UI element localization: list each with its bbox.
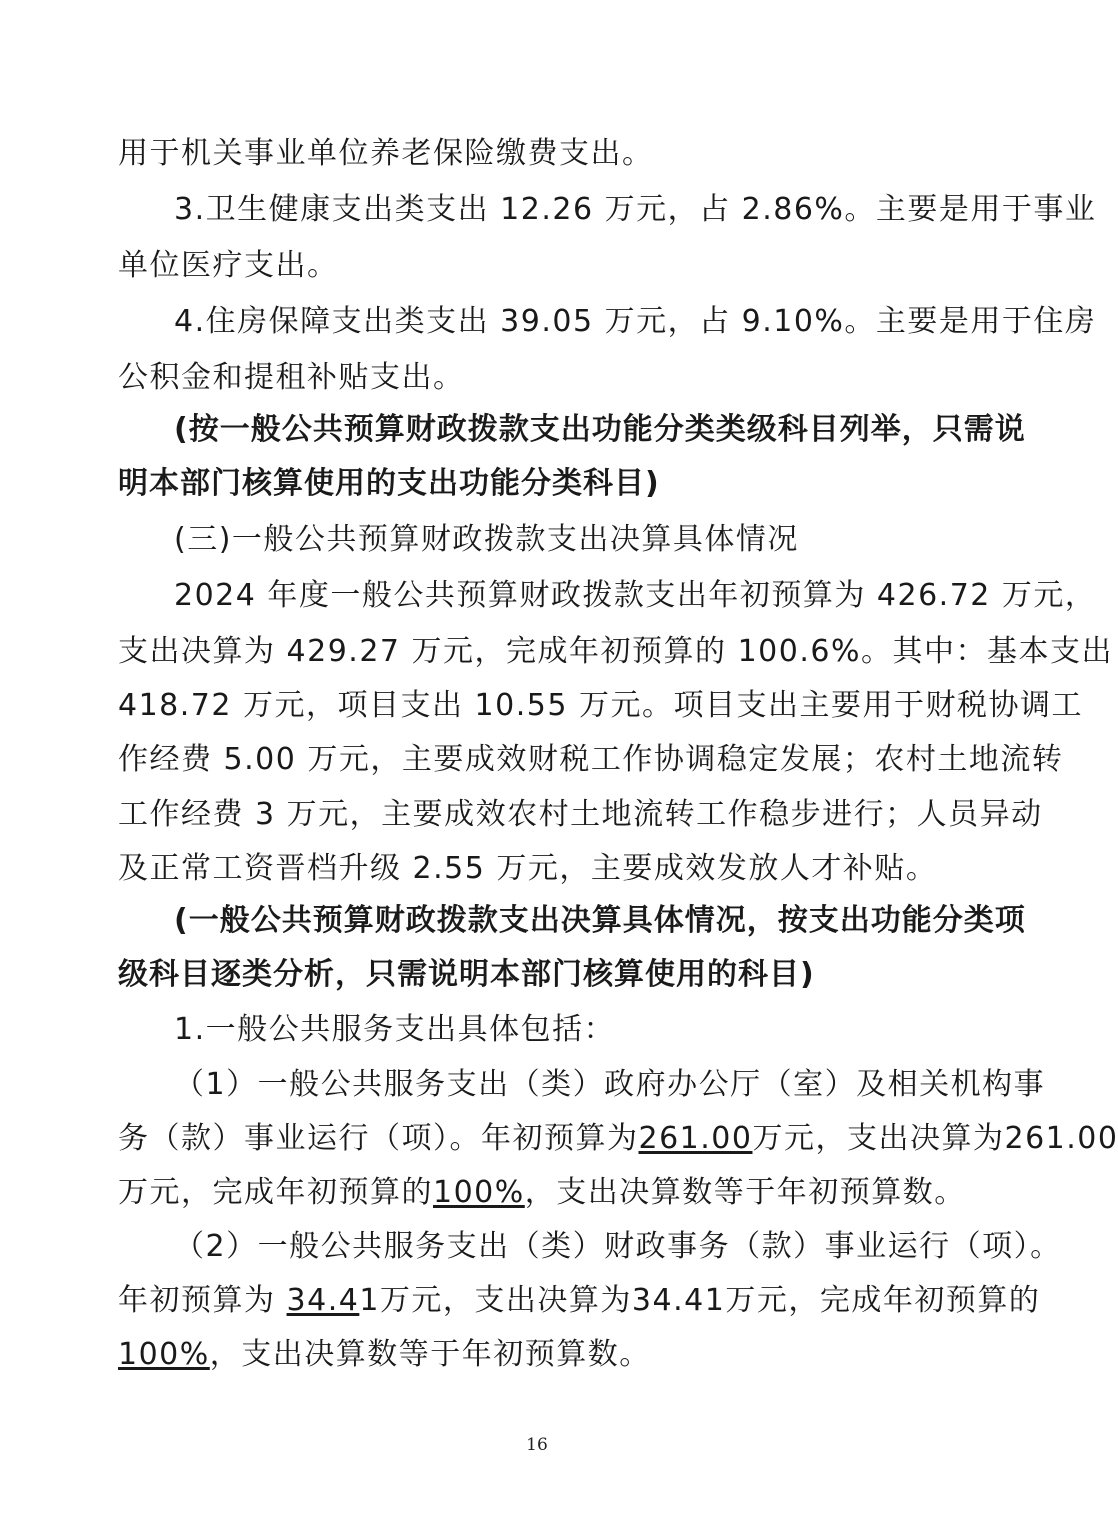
paragraph-line: 单位医疗支出。 [118, 248, 339, 283]
page-number: 16 [526, 1435, 548, 1455]
paragraph-line: 及正常工资晋档升级 2.55 万元，主要成效发放人才补贴。 [118, 851, 938, 886]
paragraph-line: 2024 年度一般公共预算财政拨款支出年初预算为 426.72 万元， [174, 578, 1097, 613]
note-line: (按一般公共预算财政拨款支出功能分类类级科目列举，只需说 [174, 412, 1026, 447]
paragraph-line: 公积金和提租补贴支出。 [118, 360, 465, 395]
paragraph-line: 万元，完成年初预算的100%，支出决算数等于年初预算数。 [118, 1175, 966, 1210]
paragraph-line: 作经费 5.00 万元，主要成效财税工作协调稳定发展；农村土地流转 [118, 742, 1064, 777]
paragraph-line: 100%，支出决算数等于年初预算数。 [118, 1337, 651, 1372]
underlined-value: 261.00 [638, 1121, 753, 1156]
paragraph-line: 4.住房保障支出类支出 39.05 万元，占 9.10%。主要是用于住房 [174, 304, 1097, 339]
underlined-value: 100% [433, 1175, 525, 1210]
paragraph-line: 支出决算为 429.27 万元，完成年初预算的 100.6%。其中：基本支出 [118, 634, 1113, 669]
paragraph-line: 年初预算为 34.41万元，支出决算为34.41万元，完成年初预算的 [118, 1283, 1041, 1318]
paragraph-line: 工作经费 3 万元，主要成效农村土地流转工作稳步进行；人员异动 [118, 797, 1043, 832]
underlined-value: 34.4 [286, 1283, 360, 1318]
paragraph-line: 务（款）事业运行（项）。年初预算为261.00万元，支出决算为261.00 [118, 1121, 1118, 1156]
underlined-value: 100% [118, 1337, 210, 1372]
note-line: 明本部门核算使用的支出功能分类科目) [118, 466, 660, 501]
paragraph-line: （1）一般公共服务支出（类）政府办公厅（室）及相关机构事 [174, 1067, 1046, 1102]
note-line: (一般公共预算财政拨款支出决算具体情况，按支出功能分类项 [174, 903, 1026, 938]
paragraph-line: 用于机关事业单位养老保险缴费支出。 [118, 136, 654, 171]
paragraph-line: 3.卫生健康支出类支出 12.26 万元，占 2.86%。主要是用于事业 [174, 192, 1097, 227]
item-heading: 1.一般公共服务支出具体包括： [174, 1012, 616, 1047]
paragraph-line: （2）一般公共服务支出（类）财政事务（款）事业运行（项）。 [174, 1229, 1062, 1264]
section-heading: (三)一般公共预算财政拨款支出决算具体情况 [174, 522, 799, 557]
note-line: 级科目逐类分析，只需说明本部门核算使用的科目) [118, 957, 815, 992]
paragraph-line: 418.72 万元，项目支出 10.55 万元。项目支出主要用于财税协调工 [118, 688, 1083, 723]
